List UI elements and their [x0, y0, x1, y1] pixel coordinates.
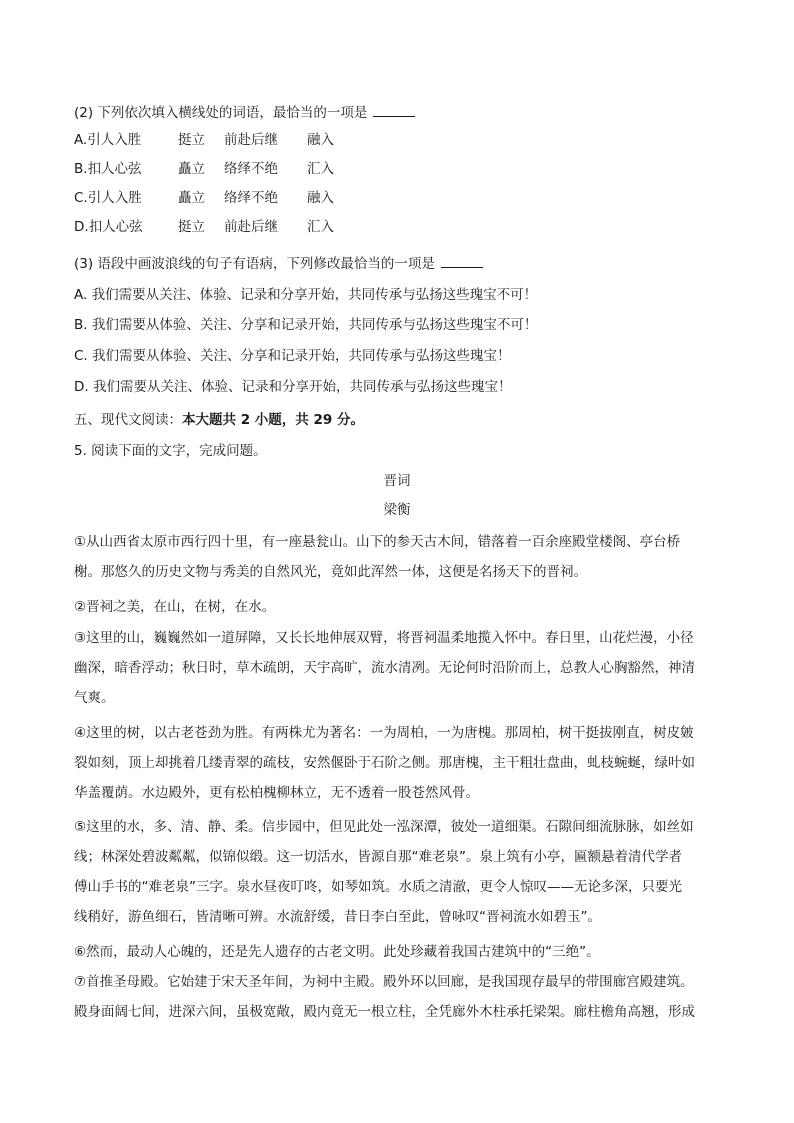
option-word-1 — [74, 130, 141, 150]
paragraph-2 — [74, 592, 716, 622]
section-prefix: 五、现代文阅读： — [74, 412, 182, 428]
paragraph-line: ⑥然而，最动人心魄的，还是先人遗存的古老文明。此处珍藏着我国古建筑中的“三绝”。 — [74, 944, 600, 960]
option-word-4: 汇入 — [307, 219, 334, 235]
q3-option-d: D. 我们需要从关注、体验、记录和分享开始，共同传承与弘扬这些瑰宝！ — [74, 379, 512, 395]
q3-stem-text: (3) 语段中画波浪线的句子有语病，下列修改最恰当的一项是 — [74, 256, 435, 272]
paragraph-line: 华盖覆荫。水边殿外，更有松柏槐柳林立，无不透着一股苍然风骨。 — [74, 785, 479, 801]
article-author: 梁衡 — [383, 502, 411, 518]
option-word-3: 络绎不绝 — [224, 190, 278, 206]
paragraph-3 — [74, 623, 716, 713]
paragraph-line: 线稍好，游鱼细石，皆清晰可辨。水流舒缓，昔日李白至此，曾咏叹“晋祠流水如碧玉”。 — [74, 909, 601, 925]
answer-blank — [373, 104, 415, 117]
paragraph-line: 线；林深处碧波粼粼，似锦似缎。这一切活水，皆源自那“难老泉”。泉上筑有小亭，匾额悬着清代学者 — [74, 849, 682, 865]
article-title: 晋词 — [383, 473, 411, 489]
paragraph-line: ③这里的山，巍巍然如一道屏障，又长长地伸展双臂，将晋祠温柔地揽入怀中。春日里，山花烂漫，小径 — [74, 630, 694, 646]
q3-option-c: C. 我们需要从体验、关注、分享和记录开始，共同传承与弘扬这些瑰宝！ — [74, 348, 511, 364]
option-word-4: 融入 — [307, 190, 334, 206]
option-word-3: 络绎不绝 — [224, 161, 278, 177]
q3-option-b: B. 我们需要从体验、关注、分享和记录开始，共同传承与弘扬这些瑰宝不可！ — [74, 317, 538, 333]
option-letter: C. — [74, 190, 88, 206]
option-word-text: 引人入胜 — [87, 190, 142, 206]
paragraph-line: 气爽。 — [74, 690, 115, 706]
q2-stem-text: (2) 下列依次填入横线处的词语，最恰当的一项是 — [74, 105, 368, 121]
paragraph-line: ④这里的树，以古老苍劲为胜。有两株尤为著名：一为周柏，一为唐槐。那周柏，树干挺拔刚直，树皮皴 — [74, 725, 694, 741]
option-word-1 — [74, 217, 143, 237]
option-word-3: 前赴后继 — [224, 219, 278, 235]
option-word-1 — [74, 159, 142, 179]
paragraph-4 — [74, 718, 716, 808]
section-heading — [74, 410, 364, 430]
option-word-text: 扣人心弦 — [87, 161, 142, 177]
paragraph-7 — [74, 967, 716, 1027]
option-letter: B. — [74, 161, 88, 177]
q2-stem — [74, 103, 415, 123]
q5-intro: 5. 阅读下面的文字，完成问题。 — [74, 443, 267, 459]
paragraph-line: 榭。那悠久的历史文物与秀美的自然风光，竟如此浑然一体，这便是名扬天下的晋祠。 — [74, 564, 587, 580]
paragraph-5 — [74, 812, 716, 932]
paragraph-line: ⑦首推圣母殿。它始建于宋天圣年间，为祠中主殿。殿外环以回廊，是我国现存最早的带围廊宫殿建筑。 — [74, 974, 694, 990]
q3-option-a: A. 我们需要从关注、体验、记录和分享开始，共同传承与弘扬这些瑰宝不可！ — [74, 287, 538, 303]
paragraph-line: 殿身面阔七间，进深六间，虽极宽敞，殿内竟无一根立柱，全凭廊外木柱承托梁架。廊柱檐角高翘，形成 — [74, 1004, 695, 1020]
section-bold-text: 本大题共 2 小题，共 29 分。 — [182, 412, 364, 428]
paragraph-line: 傅山手书的“难老泉”三字。泉水昼夜叮咚，如琴如筑。水质之清澈，更令人惊叹——无论多深，只要光 — [74, 879, 682, 895]
option-word-2: 矗立 — [178, 190, 205, 206]
option-word-4: 融入 — [307, 132, 334, 148]
paragraph-1 — [74, 527, 716, 587]
paragraph-line: ②晋祠之美，在山，在树，在水。 — [74, 599, 276, 615]
paragraph-line: ①从山西省太原市西行四十里，有一座悬瓮山。山下的参天古木间，错落着一百余座殿堂楼阁、亭台桥 — [74, 534, 681, 550]
paragraph-line: ⑤这里的水，多、清、静、柔。信步园中，但见此处一泓深潭，彼处一道细渠。石隙间细流脉脉，如丝如 — [74, 819, 694, 835]
option-word-4: 汇入 — [307, 161, 334, 177]
option-word-2: 挺立 — [178, 132, 205, 148]
option-word-3: 前赴后继 — [224, 132, 278, 148]
q3-stem — [74, 254, 483, 274]
paragraph-line: 幽深，暗香浮动；秋日时，草木疏朗，天宇高旷，流水清冽。无论何时沿阶而上，总教人心胸豁然，神清 — [74, 660, 695, 676]
option-word-text: 引人入胜 — [87, 132, 142, 148]
option-word-2: 挺立 — [178, 219, 205, 235]
option-word-1 — [74, 188, 142, 208]
option-letter: A. — [74, 132, 88, 148]
answer-blank — [441, 255, 483, 268]
option-word-text: 扣人心弦 — [88, 219, 143, 235]
option-word-2: 矗立 — [178, 161, 205, 177]
option-letter: D. — [74, 219, 89, 235]
paragraph-line: 裂如刻，顶上却挑着几缕青翠的疏枝，安然偃卧于石阶之侧。那唐槐，主干粗壮盘曲，虬枝蜿蜒，绿叶如 — [74, 755, 695, 771]
paragraph-6 — [74, 937, 716, 967]
